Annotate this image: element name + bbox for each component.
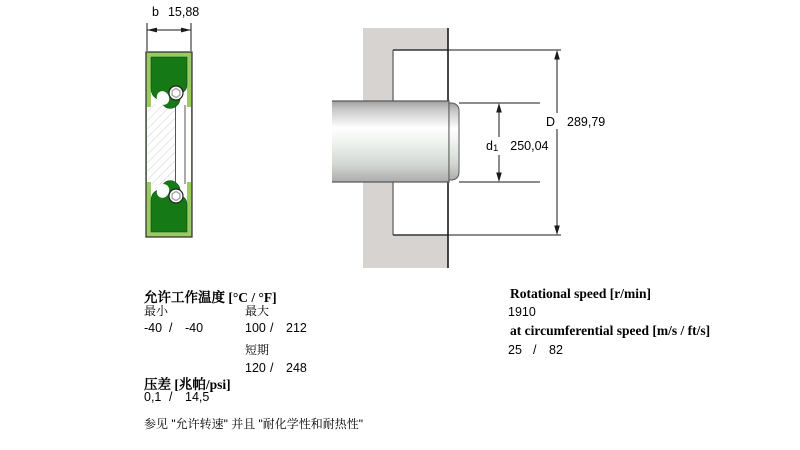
- shaft: [332, 101, 459, 182]
- temp-min-c: -40: [144, 321, 163, 335]
- pressure-values: [144, 390, 209, 404]
- slash: /: [533, 343, 537, 357]
- d1-value: 250,04: [510, 139, 549, 153]
- temperature-header: 允许工作温度 [°C / °F]: [144, 290, 277, 305]
- seal-cross-section-figure: [140, 0, 204, 250]
- rotational-speed-value: 1910: [508, 305, 536, 319]
- b-arrowhead-left: [147, 28, 157, 33]
- seal-hatch: [148, 104, 176, 185]
- seal-body: [146, 52, 192, 237]
- rotational-speed-header: Rotational speed [r/min]: [510, 286, 651, 301]
- pressure-header: 压差 [兆帕/psi]: [144, 377, 231, 392]
- pressure-min: 0,1: [144, 390, 162, 404]
- shaft-end-chamfer: [449, 103, 459, 180]
- D-value: 289,79: [567, 115, 606, 129]
- b-dimension-lines: [147, 23, 191, 51]
- D-dimension-label: [546, 115, 605, 129]
- b-value: 15,88: [167, 5, 200, 19]
- d1-arrowhead-bottom: [496, 173, 502, 183]
- temp-short-c: 120: [245, 361, 266, 375]
- temperature-min-label: 最小: [144, 304, 169, 318]
- b-arrowhead-right: [181, 28, 191, 33]
- mounted-section-figure: [300, 15, 620, 285]
- d1-arrowhead-top: [496, 103, 502, 113]
- pressure-max: 14,5: [185, 390, 210, 404]
- reference-note: 参见 "允许转速" 并且 "耐化学性和耐热性": [144, 417, 364, 431]
- D-symbol: D: [546, 115, 556, 129]
- circ-speed-fts: 82: [549, 343, 563, 357]
- d1-symbol: d: [486, 139, 493, 153]
- temperature-max-values: [245, 321, 307, 335]
- temp-max-f: 212: [286, 321, 307, 335]
- D-arrowhead-top: [554, 50, 560, 60]
- temperature-short-term-values: [245, 361, 307, 375]
- circumferential-speed-values: [508, 343, 563, 357]
- slash: /: [169, 390, 173, 404]
- D-arrowhead-bottom: [554, 226, 560, 236]
- circ-speed-ms: 25: [508, 343, 522, 357]
- temperature-short-term-label: 短期: [245, 343, 270, 357]
- d1-subscript: 1: [492, 143, 499, 154]
- b-symbol: b: [152, 5, 159, 19]
- slash: /: [169, 321, 173, 335]
- circumferential-speed-header: at circumferential speed [m/s / ft/s]: [510, 323, 711, 338]
- temp-max-c: 100: [245, 321, 266, 335]
- slash: /: [270, 321, 274, 335]
- d1-dimension-label: [486, 139, 548, 153]
- temp-short-f: 248: [286, 361, 307, 375]
- temp-min-f: -40: [185, 321, 204, 335]
- b-dimension-label: [152, 5, 199, 19]
- temperature-min-values: [144, 321, 203, 335]
- temperature-max-label: 最大: [245, 304, 270, 318]
- slash: /: [270, 361, 274, 375]
